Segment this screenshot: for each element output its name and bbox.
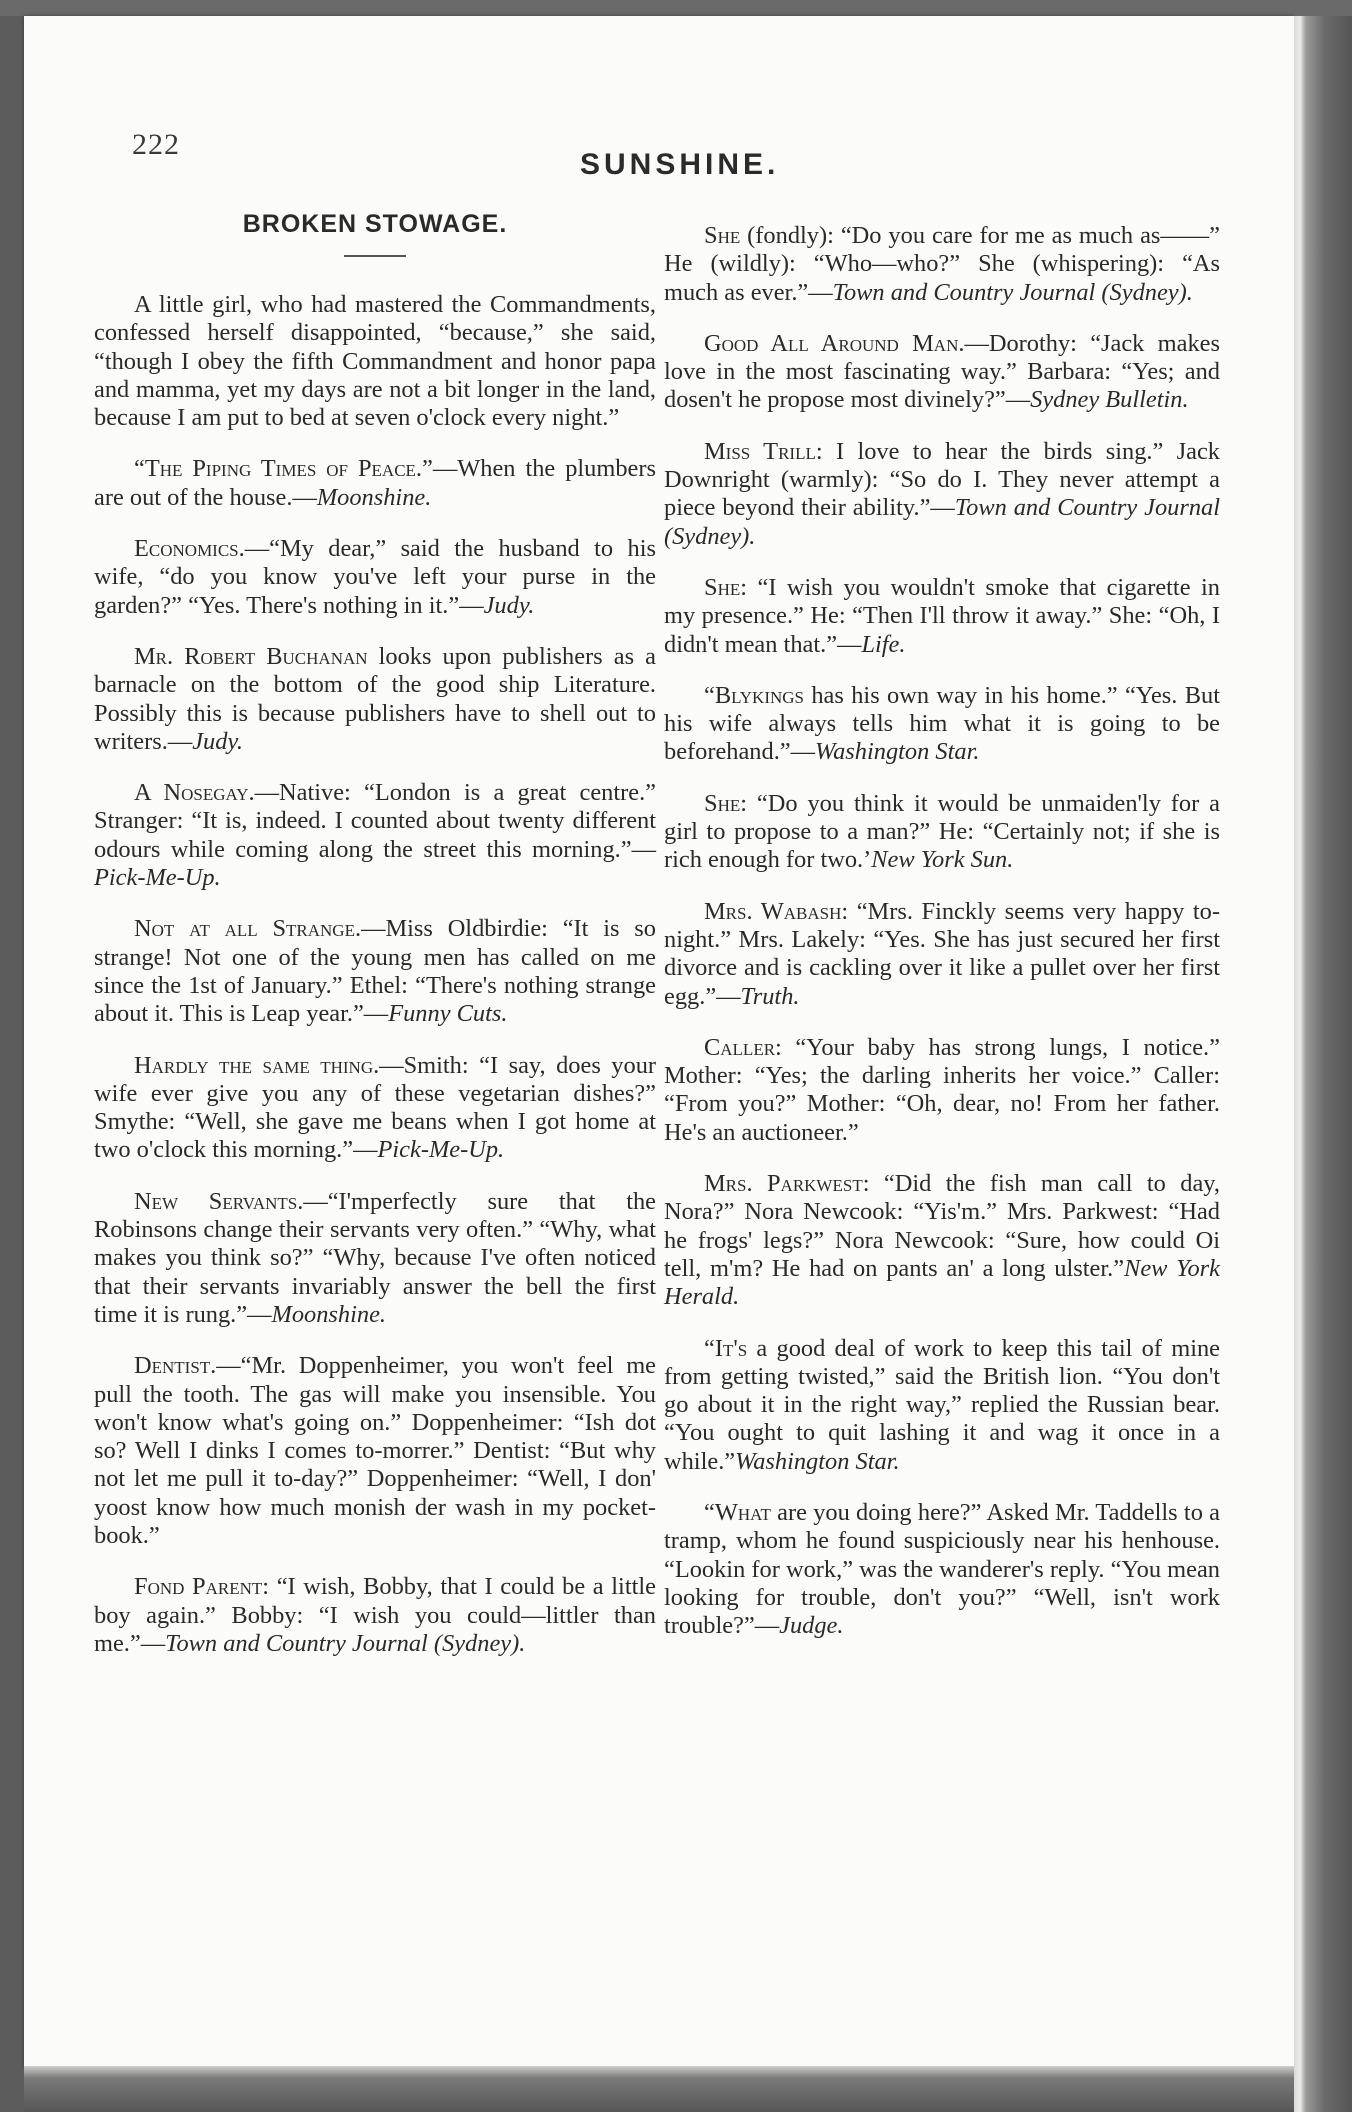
joke-source: New York Herald.	[664, 1254, 1220, 1311]
joke-source: Judge.	[779, 1612, 844, 1640]
joke-item	[94, 1052, 656, 1165]
joke-item	[94, 1352, 656, 1550]
scan-border-top	[0, 0, 1352, 16]
joke-lead: Good All Around Man.	[704, 329, 965, 357]
joke-item	[664, 438, 1220, 551]
joke-text: “I wish, Bobby, that I could be a little boy again.” Bobby: “I wish you could—littler than me.”—	[94, 1573, 656, 1657]
joke-source: Moonshine.	[316, 483, 432, 511]
joke-item	[94, 291, 656, 432]
joke-text: —“I'mperfectly sure that the Robinsons change their servants very often.” “Why, what makes you think so?” “Why, because I've often noticed that their servants invariably answer the bell the first time it is rung.”—	[94, 1187, 656, 1328]
joke-lead: Mrs. Parkwest:	[704, 1170, 870, 1198]
joke-source: Sydney Bulletin.	[1030, 386, 1189, 414]
page-edge-shadow	[1294, 16, 1352, 2112]
joke-text: —Miss Oldbirdie: “It is so strange! Not one of the young men has called on me since the 1st of January.” Ethel: “There's nothing strange about it. This is Leap year.”—	[94, 915, 656, 1028]
joke-text: —Dorothy: “Jack makes love in the most fascinating way.” Barbara: “Yes; and dosen't he propose most divinely?”—	[664, 329, 1220, 414]
joke-lead: She	[704, 222, 741, 249]
left-items	[94, 291, 656, 1658]
joke-item	[664, 1170, 1220, 1311]
joke-text: “Did the fish man call to day, Nora?” Nora Newcook: “Yis'm.” Mrs. Parkwest: “Had he frogs' legs?” Nora Newcook: “Sure, how could Oi tell, m'm? He had on pants an' a long ulster.”	[664, 1170, 1220, 1282]
joke-source: New York Sun.	[871, 846, 1014, 874]
joke-lead: Not at all Strange.	[134, 915, 362, 943]
left-column	[94, 210, 656, 1681]
joke-item	[664, 682, 1220, 767]
page-bottom-shadow	[24, 2066, 1294, 2112]
joke-lead: She:	[704, 573, 748, 601]
joke-source: Judy.	[192, 727, 244, 755]
right-column	[664, 222, 1220, 1663]
joke-source: Pick-Me-Up.	[377, 1136, 505, 1164]
joke-lead: “It's	[704, 1334, 748, 1362]
joke-text: A little girl, who had mastered the Commandments, confessed herself disappointed, “because,” she said, “though I obey the fifth Commandment and honor papa and mamma, yet my days are not a bit longer in the land, because I am put to bed at seven o'clock every night.”	[94, 291, 656, 432]
joke-source: Washington Star.	[735, 1447, 900, 1475]
running-head: SUNSHINE.	[580, 148, 780, 181]
joke-lead: Mr. Robert Buchanan	[134, 642, 368, 670]
page-number: 222	[132, 128, 180, 161]
joke-source: Moonshine.	[271, 1300, 386, 1328]
joke-item	[664, 1499, 1220, 1640]
joke-text: —Smith: “I say, does your wife ever give you any of these vegetarian dishes?” Smythe: “Well, she gave me beans when I got home at two o'clock this morning.”—	[94, 1051, 657, 1164]
joke-item	[664, 330, 1220, 415]
article-title: BROKEN STOWAGE.	[242, 210, 508, 238]
joke-lead: Dentist.	[134, 1352, 217, 1380]
joke-lead: New Servants.	[134, 1187, 304, 1215]
joke-source: Life.	[861, 630, 906, 658]
right-items	[664, 222, 1220, 1640]
joke-source: Town and Country Journal (Sydney).	[664, 494, 1221, 550]
joke-item	[94, 1188, 656, 1329]
joke-source: Truth.	[740, 982, 800, 1010]
joke-lead: Caller:	[704, 1033, 782, 1061]
joke-source: Judy.	[483, 591, 535, 619]
joke-item	[664, 898, 1220, 1011]
joke-text: “Do you think it would be unmaiden'ly for a girl to propose to a man?” He: “Certainly not; if she is rich enough for two.’	[664, 789, 1220, 874]
joke-text: —“Mr. Doppenheimer, you won't feel me pull the tooth. The gas will make you insensible. You won't know what's going on.” Doppenheimer: “Ish dot so? Well I dinks I comes to-morrer.” Dentist: “But why not let me pull it to-day?” Doppenheimer: “Well, I don' yoost know how much monish der wash in my pocket-book.”	[94, 1352, 656, 1549]
joke-source: Pick-Me-Up.	[94, 864, 221, 892]
joke-item	[664, 1335, 1220, 1476]
joke-item	[94, 643, 656, 756]
joke-text: looks upon publishers as a barnacle on the bottom of the good ship Literature. Possibly this is because publishers have to shell out to writers.—	[94, 642, 656, 755]
joke-lead: Mrs. Wabash:	[704, 897, 849, 925]
joke-lead: Economics.	[134, 535, 245, 563]
joke-text: —Native: “London is a great centre.” Stranger: “It is, indeed. I counted about twenty different odours while coming along the street this morning.”—	[94, 779, 656, 863]
joke-text: “I wish you wouldn't smoke that cigarette in my presence.” He: “Then I'll throw it away.” She: “Oh, I didn't mean that.”—	[664, 573, 1220, 658]
joke-lead: Miss Trill:	[704, 437, 823, 465]
joke-text: —“My dear,” said the husband to his wife, “do you know you've left your purse in the garden?” “Yes. There's nothing in it.”—	[94, 535, 656, 619]
joke-item	[94, 1573, 656, 1658]
joke-item	[664, 1034, 1220, 1147]
joke-item	[664, 222, 1220, 307]
joke-text: I love to hear the birds sing.” Jack Downright (warmly): “So do I. They never attempt a piece beyond their ability.”—	[664, 437, 1221, 522]
joke-item	[94, 535, 656, 620]
joke-text: has his own way in his home.” “Yes. But his wife always tells him what it is going to be beforehand.”—	[664, 681, 1220, 766]
joke-source: Funny Cuts.	[388, 1000, 508, 1028]
joke-item	[664, 790, 1220, 875]
title-rule	[344, 255, 406, 257]
joke-source: Washington Star.	[815, 738, 980, 766]
joke-lead: Hardly the same thing.	[134, 1051, 380, 1079]
joke-text: a good deal of work to keep this tail of mine from getting twisted,” said the British lion. “You don't go about it in the right way,” replied the Russian bear. “You ought to quit lashing it and wag it once in a while.”	[664, 1334, 1220, 1475]
joke-item	[94, 455, 656, 512]
joke-lead: “What	[704, 1498, 771, 1526]
joke-text: are you doing here?” Asked Mr. Taddells to a tramp, whom he found suspiciously near his henhouse. “Lookin for work,” was the wanderer's reply. “You mean looking for trouble, don't you?” “Well, isn't work trouble?”—	[664, 1498, 1220, 1640]
joke-lead: She:	[704, 789, 748, 817]
joke-text: “Your baby has strong lungs, I notice.” Mother: “Yes; the darling inherits her voice.” Caller: “From you?” Mother: “Oh, dear, no! From her father. He's an auctioneer.”	[664, 1033, 1220, 1146]
joke-item	[664, 574, 1220, 659]
joke-source: Town and Country Journal (Sydney).	[165, 1629, 526, 1657]
joke-source: Town and Country Journal (Sydney).	[832, 278, 1193, 306]
joke-text: “Mrs. Finckly seems very happy to-night.” Mrs. Lakely: “Yes. She has just secured her first divorce and is cackling over it like a pullet over her first egg.”—	[664, 897, 1220, 1010]
joke-item	[94, 779, 656, 892]
joke-lead: “The Piping Times of Peace.”	[134, 455, 433, 483]
joke-lead: A Nosegay.	[134, 779, 255, 807]
joke-text: (fondly): “Do you care for me as much as——” He (wildly): “Who—who?” She (whispering): “As much as ever.”—	[664, 222, 1220, 306]
joke-text: —When the plumbers are out of the house.—	[94, 455, 656, 511]
joke-lead: “Blykings	[704, 681, 804, 709]
joke-lead: Fond Parent:	[134, 1573, 270, 1601]
joke-item	[94, 915, 656, 1028]
